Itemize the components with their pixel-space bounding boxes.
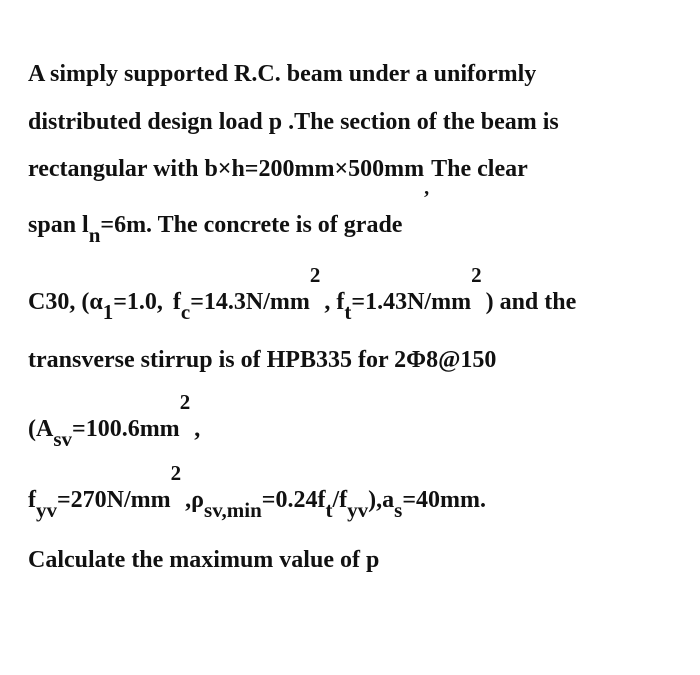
subscript-t-b: t [325,498,333,522]
subscript-comma: , [424,177,430,199]
subscript-t: t [344,300,352,324]
subscript-s: s [394,498,403,522]
divide-f: /f [332,487,348,513]
clear-text: The clear [431,156,528,182]
section-dimensions: rectangular with b×h=200mm×500mm [28,156,425,182]
asv-label: (A [28,416,54,442]
as-label: ),a [368,487,395,513]
subscript-n: n [88,223,101,247]
fc-value: =14.3N/mm [190,289,310,315]
problem-line-2: distributed design load p .The section of the beam is [28,109,559,135]
fyv-label: f [28,487,36,513]
subscript-sv-min: sv,min [204,498,262,522]
subscript-1: 1 [102,300,114,324]
span-label: span l [28,212,89,238]
comma: , [194,416,201,442]
problem-line-3 [28,156,528,199]
grade-alpha: C30, (α [28,289,103,315]
fc-label: f [172,289,181,315]
problem-question: Calculate the maximum value of p [28,547,380,573]
ft-label: , f [324,289,345,315]
subscript-yv-a: yv [36,498,57,522]
superscript-2-b: 2 [471,263,482,287]
subscript-yv-b: yv [347,498,369,522]
fyv-value: =270N/mm [57,487,171,513]
and-the-text: ) and the [485,289,577,315]
superscript-2-d: 2 [170,461,182,485]
asv-value: =100.6mm [72,416,180,442]
span-value: =6m. The concrete is of grade [100,212,403,238]
ft-value: =1.43N/mm [351,289,472,315]
problem-line-1: A simply supported R.C. beam under a uniformly [28,61,537,87]
superscript-2-a: 2 [309,263,321,287]
alpha-value: =1.0, [113,289,163,315]
subscript-sv: sv [53,427,73,451]
problem-line-5 [28,263,577,324]
problem-line-4 [28,212,403,247]
problem-line-8 [28,461,486,522]
problem-line-7 [28,390,201,451]
problem-line-6: transverse stirrup is of HPB335 for 2Φ8@150 [28,347,497,373]
rho-formula: =0.24f [261,487,326,513]
rho-label: ,ρ [185,487,205,513]
superscript-2-c: 2 [179,390,191,414]
as-value: =40mm. [402,487,486,513]
subscript-c: c [180,300,191,324]
